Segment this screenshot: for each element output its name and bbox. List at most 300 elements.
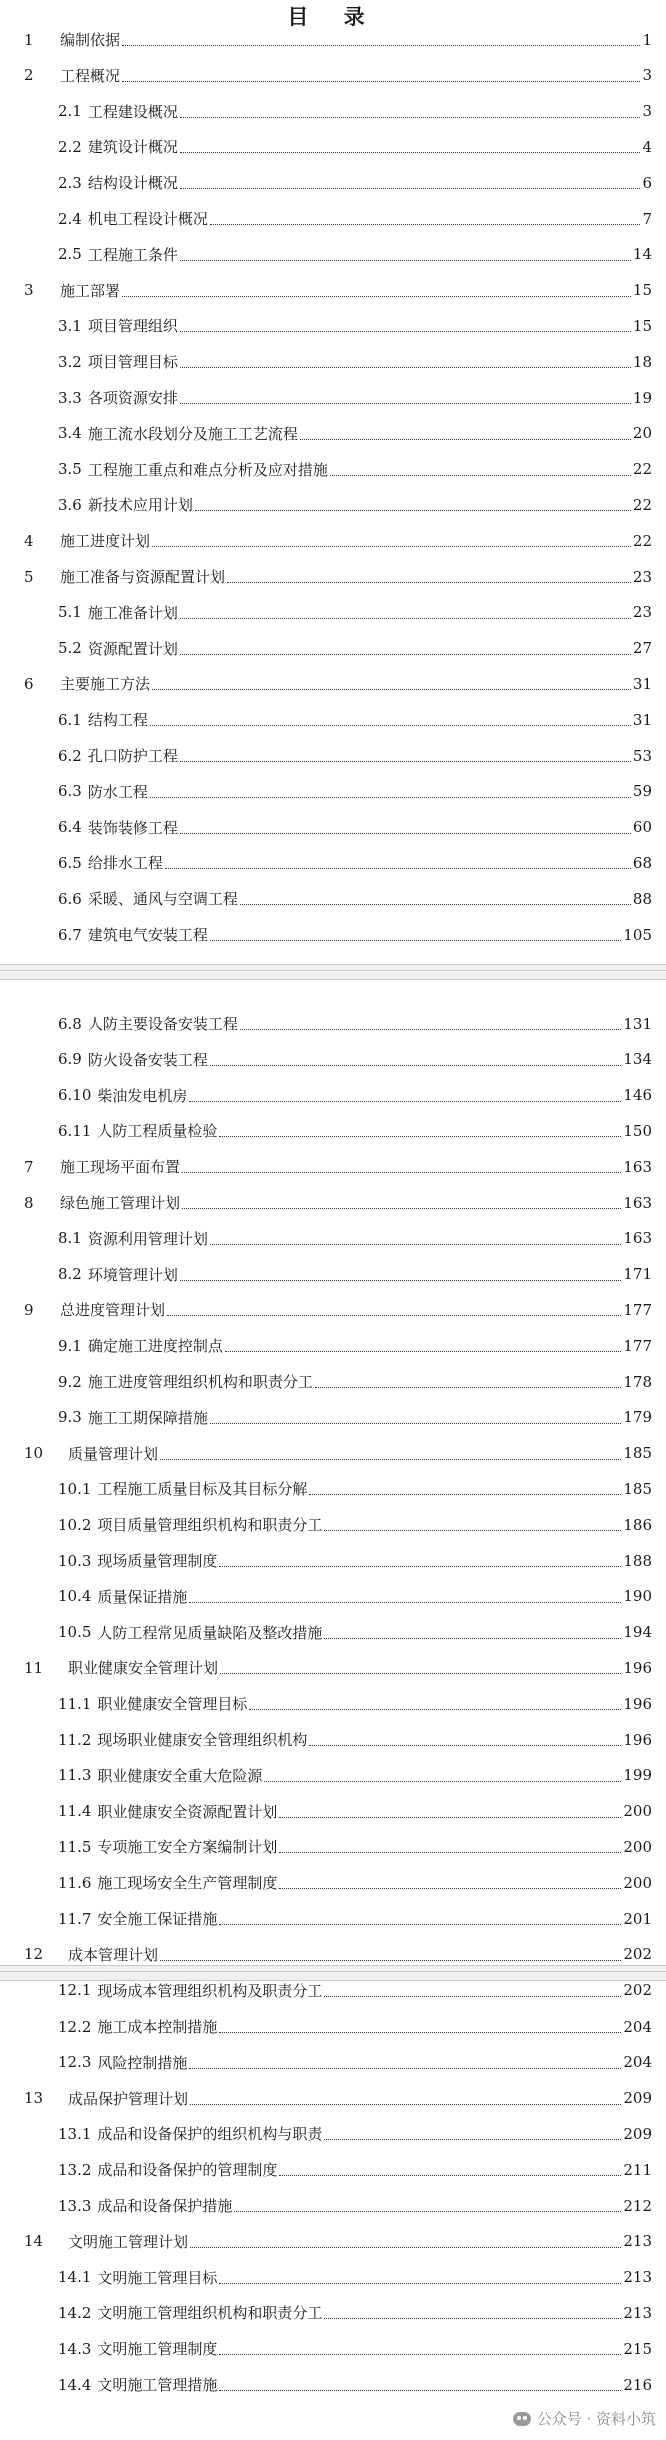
toc-entry-label: 环境管理计划 (87, 1265, 178, 1284)
toc-entry-label: 施工准备与资源配置计划 (60, 568, 226, 586)
toc-entry[interactable] (0, 1257, 666, 1292)
toc-entry[interactable] (0, 1758, 666, 1793)
toc-entry-page: 179 (623, 1408, 652, 1427)
dot-leader (219, 2032, 621, 2033)
dot-leader (219, 1136, 621, 1137)
dot-leader (279, 2175, 621, 2176)
toc-entry-number: 11.2 (58, 1730, 92, 1749)
dot-leader (324, 1638, 621, 1639)
toc-entry-page: 60 (632, 818, 652, 837)
dot-leader (180, 331, 631, 332)
toc-entry-label: 专项施工安全方案编制计划 (97, 1838, 278, 1857)
toc-entry-page: 211 (623, 2160, 652, 2179)
toc-entry-page: 171 (623, 1265, 652, 1284)
toc-entry-page: 196 (623, 1730, 652, 1749)
toc-entry-page: 22 (632, 495, 652, 514)
toc-entry[interactable] (0, 631, 666, 666)
dot-leader (180, 1280, 621, 1281)
toc-entry-page: 22 (632, 460, 652, 479)
toc-entry[interactable] (0, 1722, 666, 1757)
toc-entry[interactable] (0, 416, 666, 451)
toc-entry-number: 6.10 (58, 1086, 92, 1105)
toc-entry-page: 31 (632, 710, 652, 729)
toc-entry-page: 163 (623, 1157, 652, 1176)
toc-entry[interactable] (0, 1364, 666, 1399)
toc-entry[interactable] (0, 1292, 666, 1327)
toc-entry-number: 14.3 (58, 2339, 92, 2358)
dot-leader (180, 117, 641, 118)
dot-leader (180, 654, 631, 655)
dot-leader (279, 1817, 621, 1818)
toc-entry-number: 2.5 (58, 245, 82, 264)
toc-entry-number: 12.2 (58, 2017, 92, 2036)
toc-entry-number: 6.4 (58, 818, 82, 837)
toc-entry-number: 10.2 (58, 1515, 92, 1534)
toc-entry-label: 资源利用管理计划 (87, 1229, 208, 1248)
toc-entry-page: 22 (632, 531, 652, 550)
dot-leader (279, 1888, 621, 1889)
toc-entry-page: 202 (623, 1981, 652, 2000)
toc-entry-page: 216 (623, 2375, 652, 2394)
dot-leader (324, 1530, 621, 1531)
toc-entry[interactable] (0, 2188, 666, 2223)
toc-entry[interactable] (0, 595, 666, 630)
toc-entry-page: 88 (632, 889, 652, 908)
toc-entry-number: 2 (24, 66, 34, 85)
toc-entry-page: 3 (642, 102, 652, 121)
toc-entry[interactable] (0, 2081, 666, 2116)
toc-entry-label: 安全施工保证措施 (97, 1910, 218, 1928)
toc-entry[interactable] (0, 1829, 666, 1864)
toc-entry-page: 185 (623, 1479, 652, 1498)
dot-leader (190, 2247, 621, 2248)
toc-entry-label: 防火设备安装工程 (87, 1050, 208, 1069)
toc-entry-label: 施工现场安全生产管理制度 (97, 1874, 278, 1893)
dot-leader (195, 510, 631, 511)
toc-entry-label: 项目管理目标 (87, 353, 178, 372)
toc-entry-label: 建筑设计概况 (87, 138, 178, 157)
dot-leader (189, 1602, 621, 1603)
toc-entry-label: 施工部署 (60, 281, 121, 300)
toc-entry-label: 人防工程常见质量缺陷及整改措施 (97, 1623, 323, 1642)
toc-entry[interactable] (0, 1543, 666, 1578)
toc-entry[interactable] (0, 2367, 666, 2402)
toc-entry-number: 11.7 (58, 1909, 92, 1928)
toc-entry[interactable] (0, 1901, 666, 1936)
toc-entry-label: 现场成本管理组织机构及职责分工 (97, 1981, 323, 2000)
dot-leader (279, 1852, 621, 1853)
toc-entry[interactable] (0, 380, 666, 415)
dot-leader (219, 1924, 621, 1925)
dot-leader (180, 260, 631, 261)
toc-entry-number: 10.5 (58, 1623, 92, 1642)
toc-entry-label: 施工成本控制措施 (97, 2018, 218, 2036)
toc-entry-label: 建筑电气安装工程 (87, 926, 208, 944)
dot-leader (210, 224, 641, 225)
toc-entry-label: 机电工程设计概况 (87, 210, 208, 228)
toc-entry-label: 质量管理计划 (68, 1444, 159, 1463)
toc-entry-page: 1 (642, 30, 652, 49)
toc-entry-number: 6.11 (58, 1121, 92, 1140)
toc-entry-number: 4 (24, 531, 34, 550)
dot-leader (189, 1101, 621, 1102)
dot-leader (180, 761, 631, 762)
toc-entry[interactable] (0, 1579, 666, 1614)
toc-title: 目 录 (287, 5, 379, 29)
toc-entry[interactable] (0, 129, 666, 164)
toc-entry[interactable] (0, 1507, 666, 1542)
toc-entry[interactable] (0, 917, 666, 952)
toc-entry[interactable] (0, 1686, 666, 1721)
toc-entry-number: 11.4 (58, 1802, 92, 1821)
dot-leader (309, 1745, 621, 1746)
toc-entry-label: 质量保证措施 (97, 1587, 188, 1606)
toc-entry-label: 现场质量管理制度 (97, 1552, 218, 1570)
toc-entry[interactable] (0, 2224, 666, 2259)
toc-entry-number: 3.4 (58, 424, 82, 443)
toc-entry-page: 7 (642, 209, 652, 228)
toc-entry-label: 施工现场平面布置 (60, 1158, 181, 1177)
toc-entry-number: 10.4 (58, 1587, 92, 1606)
toc-entry[interactable] (0, 810, 666, 845)
toc-entry-number: 6.1 (58, 710, 82, 729)
wechat-icon (513, 2412, 531, 2426)
toc-entry-number: 8 (24, 1193, 34, 1212)
toc-entry[interactable] (0, 1328, 666, 1363)
toc-entry-number: 9.1 (58, 1336, 82, 1355)
toc-entry[interactable] (0, 2260, 666, 2295)
toc-entry-page: 177 (623, 1300, 652, 1319)
toc-entry-label: 文明施工管理组织机构和职责分工 (97, 2304, 323, 2323)
toc-entry[interactable] (0, 2045, 666, 2080)
toc-entry-number: 13.1 (58, 2124, 92, 2143)
toc-entry-page: 213 (623, 2232, 652, 2251)
toc-entry-label: 编制依据 (60, 31, 121, 49)
toc-entry-page: 204 (623, 2053, 652, 2072)
dot-leader (315, 1387, 621, 1388)
dot-leader (240, 904, 631, 905)
toc-entry-page: 209 (623, 2124, 652, 2143)
toc-entry-label: 装饰装修工程 (87, 818, 178, 837)
toc-entry-number: 5 (24, 567, 34, 586)
toc-entry[interactable] (0, 22, 666, 57)
toc-entry[interactable] (0, 2152, 666, 2187)
toc-entry[interactable] (0, 58, 666, 93)
toc-entry-number: 12.3 (58, 2053, 92, 2072)
toc-entry[interactable] (0, 2331, 666, 2366)
toc-entry-label: 工程建设概况 (87, 102, 178, 121)
toc-entry-page: 18 (632, 352, 652, 371)
toc-entry-page: 215 (623, 2339, 652, 2358)
dot-leader (234, 2211, 621, 2212)
toc-entry[interactable] (0, 237, 666, 272)
toc-entry[interactable] (0, 1078, 666, 1113)
toc-entry[interactable] (0, 666, 666, 701)
toc-entry-label: 成品和设备保护措施 (97, 2197, 233, 2215)
dot-leader (167, 1315, 621, 1316)
toc-entry-label: 项目质量管理组织机构和职责分工 (97, 1516, 323, 1535)
toc-entry-page: 68 (632, 853, 652, 872)
toc-entry-number: 12 (24, 1945, 44, 1964)
toc-entry-number: 3.5 (58, 460, 82, 479)
toc-entry-number: 10.1 (58, 1479, 92, 1498)
dot-leader (180, 403, 631, 404)
toc-entry-page: 19 (632, 388, 652, 407)
toc-entry[interactable] (0, 273, 666, 308)
toc-entry-number: 6.5 (58, 853, 82, 872)
toc-entry[interactable] (0, 2116, 666, 2151)
dot-leader (150, 725, 631, 726)
toc-entry-label: 施工工期保障措施 (87, 1408, 208, 1427)
toc-entry-number: 6.2 (58, 746, 82, 765)
toc-entry-number: 6.7 (58, 925, 82, 944)
dot-leader (189, 2068, 621, 2069)
toc-entry[interactable] (0, 1650, 666, 1685)
toc-entry-page: 200 (623, 1802, 652, 1821)
toc-entry-number: 9.2 (58, 1372, 82, 1391)
toc-entry-label: 成品和设备保护的组织机构与职责 (97, 2125, 323, 2144)
toc-entry[interactable] (0, 702, 666, 737)
toc-entry-label: 各项资源安排 (87, 389, 178, 407)
toc-entry[interactable] (0, 1113, 666, 1148)
dot-leader (152, 689, 631, 690)
toc-entry-page: 6 (642, 173, 652, 192)
dot-leader (160, 1459, 621, 1460)
dot-leader (122, 45, 640, 46)
dot-leader (219, 1566, 621, 1567)
dot-leader (220, 1673, 621, 1674)
toc-entry-label: 施工准备计划 (87, 603, 178, 622)
dot-leader (122, 296, 631, 297)
toc-entry-page: 204 (623, 2017, 652, 2036)
toc-entry[interactable] (0, 1185, 666, 1220)
toc-entry-number: 6.9 (58, 1050, 82, 1069)
toc-entry-label: 施工流水段划分及施工工艺流程 (87, 424, 298, 443)
toc-entry-label: 风险控制措施 (97, 2053, 188, 2072)
toc-entry-number: 11 (24, 1658, 44, 1677)
toc-entry-label: 防水工程 (87, 782, 148, 801)
toc-entry-page: 212 (623, 2196, 652, 2215)
toc-entry-label: 职业健康安全管理目标 (97, 1695, 248, 1714)
toc-entry[interactable] (0, 487, 666, 522)
toc-entry-number: 12.1 (58, 1981, 92, 2000)
toc-entry-number: 3 (24, 281, 34, 300)
toc-entry-page: 150 (623, 1121, 652, 1140)
toc-entry[interactable] (0, 452, 666, 487)
dot-leader (225, 1351, 621, 1352)
toc-entry-label: 施工进度管理组织机构和职责分工 (87, 1373, 313, 1391)
toc-entry-page: 4 (642, 137, 652, 156)
dot-leader (227, 582, 631, 583)
dot-leader (210, 940, 621, 941)
toc-entry-page: 200 (623, 1837, 652, 1856)
toc-entry-label: 成品和设备保护的管理制度 (97, 2161, 278, 2180)
dot-leader (324, 2139, 621, 2140)
dot-leader (190, 2104, 621, 2105)
toc-entry[interactable] (0, 1865, 666, 1900)
toc-entry-number: 11.3 (58, 1766, 92, 1785)
dot-leader (249, 1709, 621, 1710)
dot-leader (210, 1065, 621, 1066)
toc-entry-label: 工程施工重点和难点分析及应对措施 (87, 460, 328, 479)
toc-entry-number: 2.2 (58, 137, 82, 156)
toc-entry-label: 人防工程质量检验 (97, 1122, 218, 1141)
toc-entry-number: 13.3 (58, 2196, 92, 2215)
toc-entry[interactable] (0, 523, 666, 558)
toc-entry-page: 177 (623, 1336, 652, 1355)
dot-leader (219, 2283, 621, 2284)
toc-entry-label: 柴油发电机房 (97, 1086, 188, 1105)
toc-entry-number: 6.8 (58, 1014, 82, 1033)
toc-entry-page: 163 (623, 1229, 652, 1248)
toc-entry-page: 186 (623, 1515, 652, 1534)
toc-entry-label: 文明施工管理措施 (97, 2376, 218, 2394)
dot-leader (324, 1996, 621, 1997)
toc-entry-label: 资源配置计划 (87, 639, 178, 658)
toc-entry-page: 185 (623, 1444, 652, 1463)
toc-entry-number: 11.6 (58, 1873, 92, 1892)
dot-leader (165, 868, 631, 869)
toc-entry[interactable] (0, 1615, 666, 1650)
toc-entry-label: 主要施工方法 (60, 675, 151, 694)
toc-entry-label: 采暖、通风与空调工程 (87, 890, 238, 909)
toc-entry-page: 31 (632, 674, 652, 693)
toc-entry-page: 53 (632, 746, 652, 765)
page-break (0, 964, 666, 980)
toc-entry[interactable] (0, 1471, 666, 1506)
dot-leader (152, 546, 631, 547)
toc-entry-label: 绿色施工管理计划 (60, 1194, 181, 1212)
toc-entry-number: 13.2 (58, 2160, 92, 2179)
toc-entry-number: 13 (24, 2089, 44, 2108)
dot-leader (180, 367, 631, 368)
toc-entry[interactable] (0, 201, 666, 236)
toc-entry-label: 文明施工管理目标 (97, 2268, 218, 2287)
toc-entry-number: 3.3 (58, 388, 82, 407)
toc-entry-number: 5.2 (58, 639, 82, 658)
toc-entry-page: 146 (623, 1086, 652, 1105)
toc-entry-label: 文明施工管理计划 (68, 2232, 189, 2251)
toc-entry[interactable] (0, 2295, 666, 2330)
toc-entry[interactable] (0, 881, 666, 916)
toc-entry[interactable] (0, 1006, 666, 1041)
toc-entry-number: 7 (24, 1157, 34, 1176)
dot-leader (264, 1781, 621, 1782)
toc-entry-label: 职业健康安全重大危险源 (97, 1766, 263, 1785)
dot-leader (330, 475, 631, 476)
toc-entry[interactable] (0, 738, 666, 773)
toc-entry-number: 10 (24, 1444, 44, 1463)
toc-entry[interactable] (0, 1436, 666, 1471)
toc-entry-label: 确定施工进度控制点 (87, 1337, 223, 1356)
toc-entry[interactable] (0, 2009, 666, 2044)
watermark-text: 公众号 · 资料小筑 (536, 2410, 656, 2428)
toc-entry-page: 202 (623, 1945, 652, 1964)
toc-entry-page: 14 (632, 245, 652, 264)
toc-entry-page: 3 (642, 66, 652, 85)
toc-entry-page: 213 (623, 2268, 652, 2287)
toc-entry-label: 施工进度计划 (60, 532, 151, 551)
toc-entry-number: 6.3 (58, 782, 82, 801)
toc-entry[interactable] (0, 165, 666, 200)
toc-entry-number: 11.5 (58, 1837, 92, 1856)
toc-entry-page: 213 (623, 2303, 652, 2322)
toc-entry-number: 6.6 (58, 889, 82, 908)
toc-entry-page: 188 (623, 1551, 652, 1570)
toc-entry-number: 14.4 (58, 2375, 92, 2394)
dot-leader (309, 1494, 621, 1495)
toc-entry-label: 结构工程 (87, 711, 148, 730)
toc-entry-page: 20 (632, 424, 652, 443)
toc-entry[interactable] (0, 308, 666, 343)
toc-entry-label: 项目管理组织 (87, 317, 178, 336)
dot-leader (182, 1172, 621, 1173)
toc-entry[interactable] (0, 1221, 666, 1256)
toc-entry-page: 131 (623, 1014, 652, 1033)
watermark (513, 2408, 656, 2429)
toc-entry[interactable] (0, 1149, 666, 1184)
toc-entry-label: 总进度管理计划 (60, 1301, 166, 1320)
toc-entry-number: 5.1 (58, 603, 82, 622)
toc-entry[interactable] (0, 845, 666, 880)
toc-entry-number: 10.3 (58, 1551, 92, 1570)
toc-entry-number: 14 (24, 2232, 44, 2251)
toc-entry-number: 2.3 (58, 173, 82, 192)
toc-entry-page: 59 (632, 782, 652, 801)
toc-entry-page: 27 (632, 639, 652, 658)
dot-leader (219, 2390, 621, 2391)
toc-entry-number: 8.1 (58, 1229, 82, 1248)
toc-entry-page: 15 (632, 281, 652, 300)
toc-entry-label: 职业健康安全资源配置计划 (97, 1802, 278, 1821)
toc-entry[interactable] (0, 774, 666, 809)
toc-entry-label: 人防主要设备安装工程 (87, 1015, 238, 1033)
dot-leader (180, 618, 631, 619)
toc-entry-number: 3.6 (58, 495, 82, 514)
toc-entry-page: 190 (623, 1587, 652, 1606)
toc-entry-number: 3.1 (58, 316, 82, 335)
toc-entry[interactable] (0, 1400, 666, 1435)
dot-leader (160, 1960, 621, 1961)
dot-leader (180, 188, 641, 189)
dot-leader (240, 1029, 621, 1030)
toc-entry-number: 3.2 (58, 352, 82, 371)
toc-entry[interactable] (0, 559, 666, 594)
toc-entry-label: 职业健康安全管理计划 (68, 1659, 219, 1678)
toc-entry[interactable] (0, 1794, 666, 1829)
toc-entry-label: 工程施工质量目标及其目标分解 (97, 1480, 308, 1499)
toc-entry-page: 199 (623, 1766, 652, 1785)
toc-entry-page: 23 (632, 567, 652, 586)
toc-entry-number: 9 (24, 1300, 34, 1319)
toc-entry-page: 196 (623, 1694, 652, 1713)
toc-entry-page: 200 (623, 1873, 652, 1892)
dot-leader (150, 797, 631, 798)
toc-entry[interactable] (0, 344, 666, 379)
toc-entry[interactable] (0, 94, 666, 129)
toc-entry-label: 工程施工条件 (87, 245, 178, 264)
dot-leader (300, 439, 631, 440)
dot-leader (182, 1208, 621, 1209)
toc-entry[interactable] (0, 1042, 666, 1077)
toc-entry-label: 结构设计概况 (87, 174, 178, 193)
dot-leader (122, 81, 640, 82)
toc-entry-number: 11.1 (58, 1694, 92, 1713)
toc-entry-label: 新技术应用计划 (87, 496, 193, 515)
dot-leader (210, 1244, 621, 1245)
toc-entry-number: 14.1 (58, 2268, 92, 2287)
dot-leader (324, 2318, 621, 2319)
